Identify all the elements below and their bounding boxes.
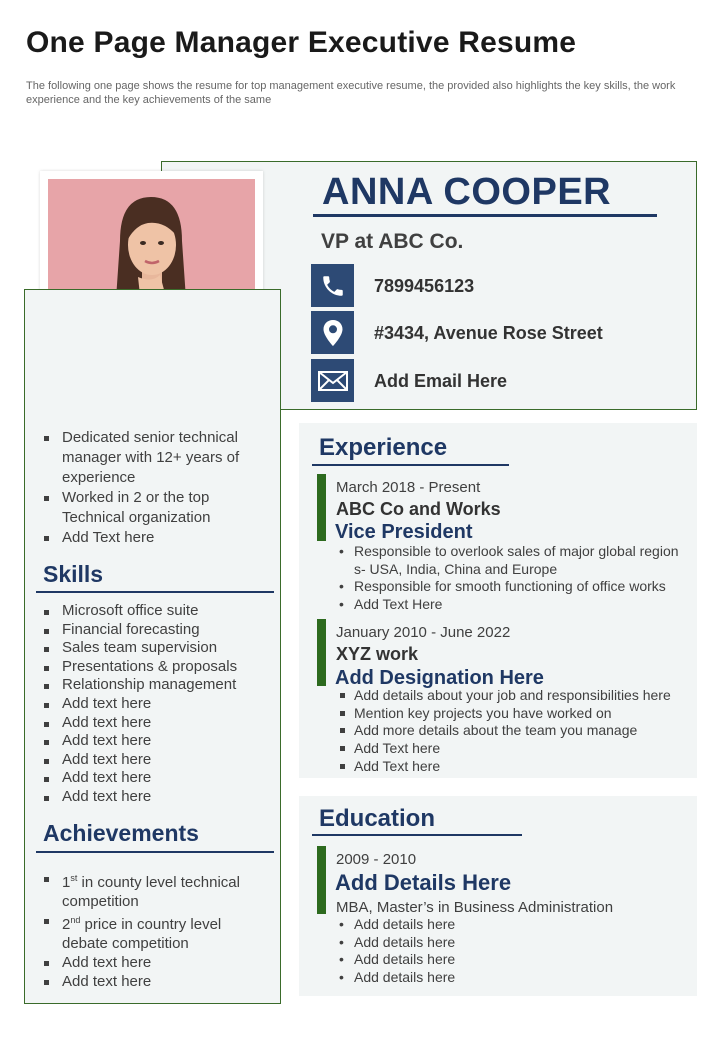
list-item: Add more details about the team you manage — [337, 722, 692, 740]
list-item: Add text here — [44, 953, 269, 972]
email-text[interactable]: Add Email Here — [374, 371, 508, 391]
list-item: Add text here — [44, 695, 269, 714]
experience-heading: Experience — [319, 434, 448, 461]
profile-name: ANNA COOPER — [322, 171, 612, 213]
list-item: • Add details here — [337, 951, 692, 969]
education-heading: Education — [319, 805, 436, 832]
job-date: March 2018 - Present — [336, 479, 481, 496]
education-degree: MBA, Master’s in Business Administration — [336, 899, 614, 916]
achievements-heading: Achievements — [43, 820, 199, 846]
list-item: Add details about your job and responsibilities here — [337, 687, 692, 705]
skills-heading: Skills — [43, 561, 104, 587]
list-item: Add Text here — [337, 758, 692, 776]
job-company: ABC Co and Works — [336, 499, 501, 519]
education-accent-bar — [317, 846, 326, 914]
summary-list — [44, 428, 264, 548]
job-bullets — [337, 687, 692, 776]
job-accent-bar — [317, 619, 326, 686]
list-item: Add Text here — [44, 528, 264, 548]
list-item: Add Text here — [337, 740, 692, 758]
experience-underline — [312, 464, 509, 466]
list-item: Financial forecasting — [44, 621, 269, 640]
list-item: • Add details here — [337, 934, 692, 952]
location-pin-icon — [311, 311, 354, 354]
list-item: Add text here — [44, 972, 269, 991]
list-item: Microsoft office suite — [44, 602, 269, 621]
envelope-icon — [311, 359, 354, 402]
list-item: Mention key projects you have worked on — [337, 705, 692, 723]
job-title: Add Designation Here — [335, 667, 544, 689]
list-item: • Add Text Here — [337, 596, 692, 614]
list-item: • Responsible to overlook sales of major global region s- USA, India, China and Europe — [337, 543, 692, 578]
education-bullets — [337, 916, 692, 987]
list-item: Add text here — [44, 732, 269, 751]
list-item: • Responsible for smooth functioning of office works — [337, 578, 692, 596]
list-item: • Add details here — [337, 916, 692, 934]
list-item: Add text here — [44, 714, 269, 733]
list-item: 2nd price in country level debate competition — [44, 911, 269, 953]
list-item: Dedicated senior technical manager with 12+ years of experience — [44, 428, 264, 488]
profile-role: VP at ABC Co. — [321, 230, 464, 253]
page-subtitle: The following one page shows the resume for top management executive resume, the provided also highlights the key skills, the work experience and the key achievements of the same — [26, 80, 676, 106]
job-bullets — [337, 543, 692, 614]
list-item: Presentations & proposals — [44, 658, 269, 677]
job-title: Vice President — [335, 521, 473, 543]
address-text: #3434, Avenue Rose Street — [374, 323, 603, 343]
list-item: Relationship management — [44, 676, 269, 695]
list-item: • Add details here — [337, 969, 692, 987]
skills-underline — [36, 591, 274, 593]
education-date: 2009 - 2010 — [336, 851, 417, 868]
list-item: Add text here — [44, 751, 269, 770]
education-title: Add Details Here — [335, 870, 512, 895]
education-underline — [312, 834, 522, 836]
list-item: Add text here — [44, 788, 269, 807]
job-company: XYZ work — [336, 644, 419, 664]
skills-list — [44, 602, 269, 807]
page-title: One Page Manager Executive Resume — [26, 26, 577, 59]
job-date: January 2010 - June 2022 — [336, 624, 511, 641]
list-item: Add text here — [44, 769, 269, 788]
phone-icon — [311, 264, 354, 307]
list-item: 1st in county level technical competition — [44, 869, 269, 911]
list-item: Worked in 2 or the top Technical organization — [44, 488, 264, 528]
list-item: Sales team supervision — [44, 639, 269, 658]
phone-number: 7899456123 — [374, 276, 475, 296]
achievements-list — [44, 869, 269, 991]
job-accent-bar — [317, 474, 326, 541]
achievements-underline — [36, 851, 274, 853]
name-underline — [313, 214, 657, 217]
